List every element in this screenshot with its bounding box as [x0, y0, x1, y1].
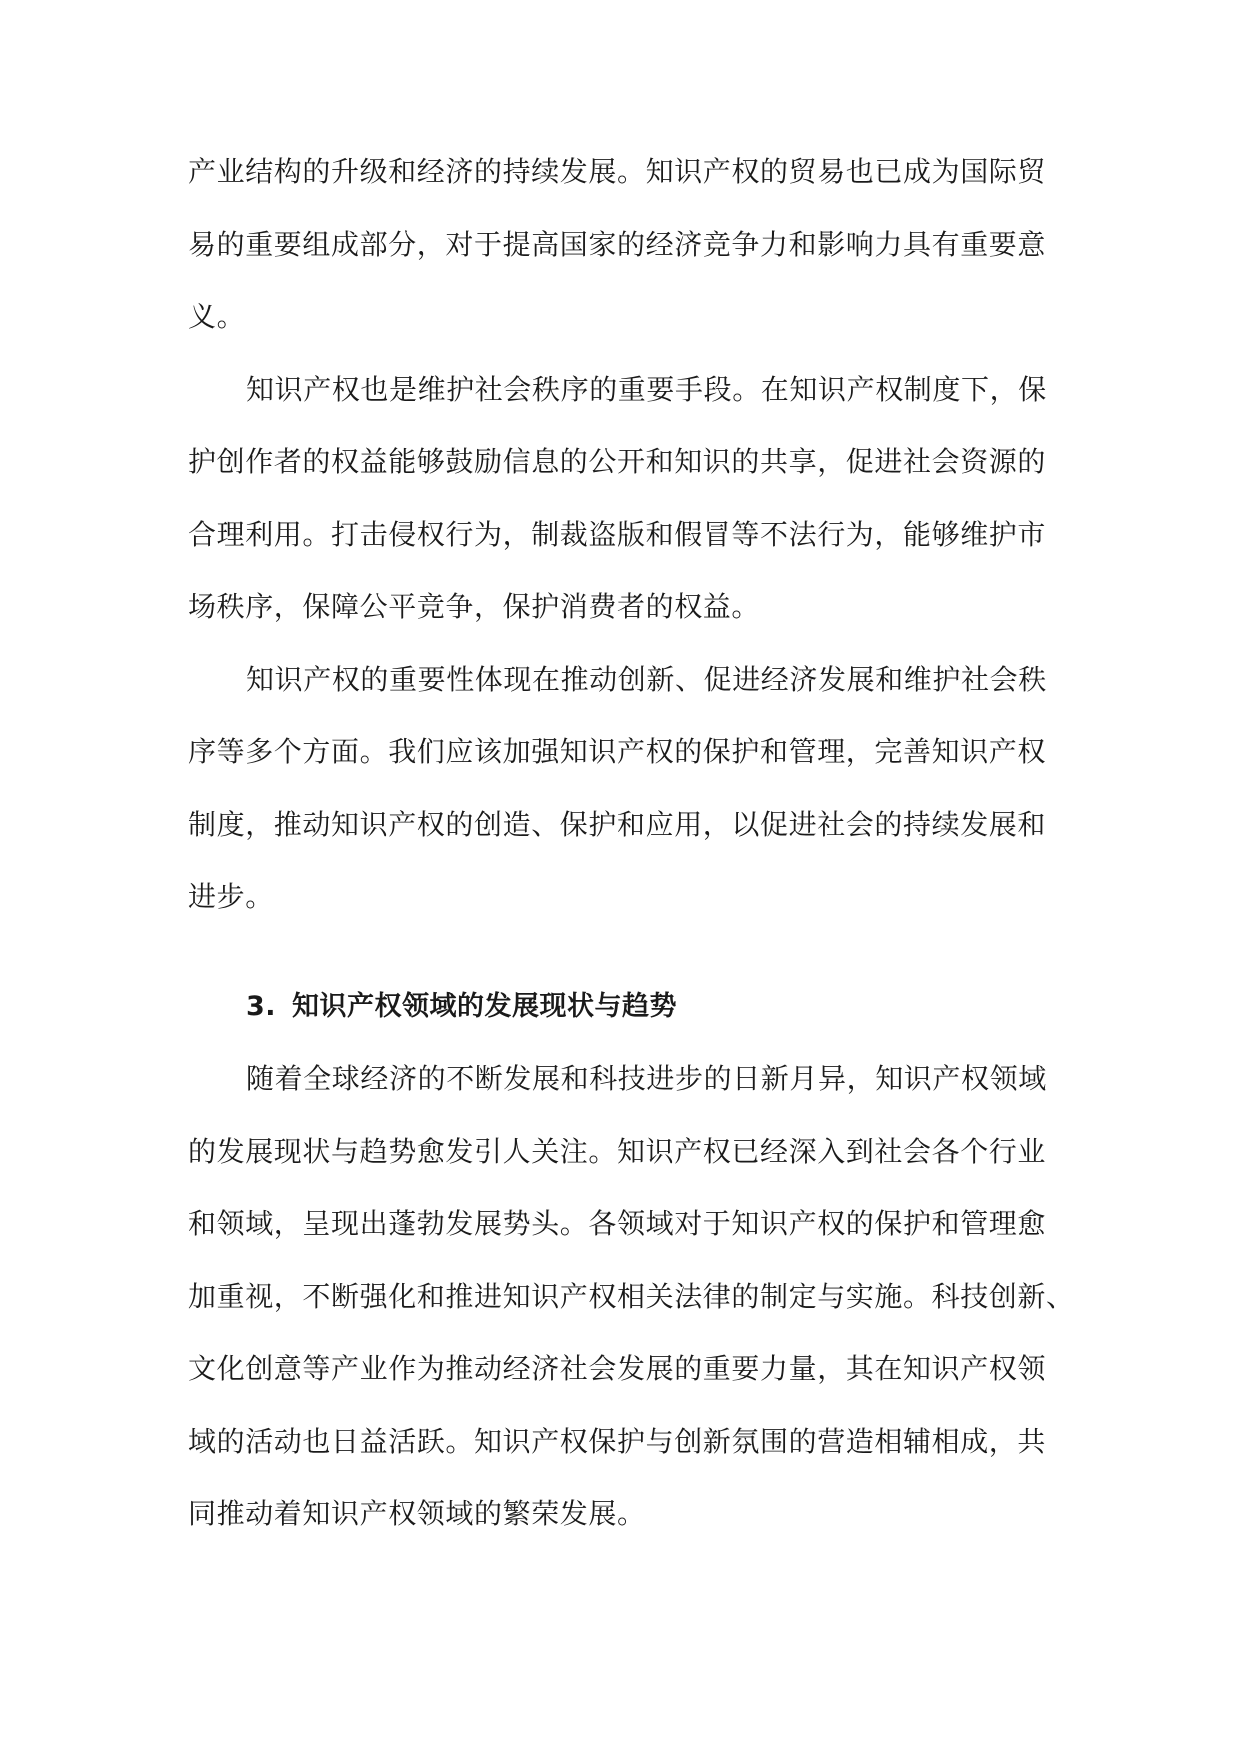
paragraph-line: 的发展现状与趋势愈发引人关注。知识产权已经深入到社会各个行业 — [188, 1134, 1047, 1168]
paragraph-line: 文化创意等产业作为推动经济社会发展的重要力量，其在知识产权领 — [188, 1352, 1047, 1385]
paragraph-line: 序等多个方面。我们应该加强知识产权的保护和管理，完善知识产权 — [188, 735, 1047, 768]
paragraph-2 — [188, 354, 1054, 644]
paragraph-line: 域的活动也日益活跃。知识产权保护与创新氛围的营造相辅相成，共 — [188, 1424, 1047, 1458]
paragraph-3 — [188, 644, 1054, 934]
paragraph-line: 加重视，不断强化和推进知识产权相关法律的制定与实施。科技创新、 — [188, 1279, 1075, 1313]
section-title: 知识产权领域的发展现状与趋势 — [292, 990, 678, 1022]
paragraph-line: 合理利用。打击侵权行为，制裁盗版和假冒等不法行为，能够维护市 — [188, 517, 1047, 551]
paragraph-line: 易的重要组成部分，对于提高国家的经济竞争力和影响力具有重要意 — [188, 227, 1047, 261]
document-page — [188, 136, 1075, 1551]
paragraph-line: 随着全球经济的不断发展和科技进步的日新月异，知识产权领域 — [246, 1062, 1047, 1095]
paragraph-line: 制度，推动知识产权的创造、保护和应用，以促进社会的持续发展和 — [188, 807, 1047, 841]
paragraph-line: 产业结构的升级和经济的持续发展。知识产权的贸易也已成为国际贸 — [188, 155, 1047, 188]
paragraph-line: 知识产权的重要性体现在推动创新、促进经济发展和维护社会秩 — [246, 662, 1047, 696]
paragraph-line: 和领域，呈现出蓬勃发展势头。各领域对于知识产权的保护和管理愈 — [188, 1207, 1047, 1240]
paragraph-line: 进步。 — [188, 880, 274, 913]
section-heading — [188, 971, 1054, 1044]
paragraph-line: 义。 — [188, 300, 246, 333]
section-number: 3. — [246, 990, 277, 1022]
paragraph-line: 知识产权也是维护社会秩序的重要手段。在知识产权制度下，保 — [246, 372, 1047, 406]
paragraph-1 — [188, 136, 1054, 354]
paragraph-line: 场秩序，保障公平竞争，保护消费者的权益。 — [188, 590, 761, 623]
paragraph-line: 护创作者的权益能够鼓励信息的公开和知识的共享，促进社会资源的 — [188, 445, 1047, 478]
paragraph-4 — [188, 1043, 1075, 1551]
section-spacer — [188, 934, 1054, 971]
paragraph-line: 同推动着知识产权领域的繁荣发展。 — [188, 1497, 646, 1530]
